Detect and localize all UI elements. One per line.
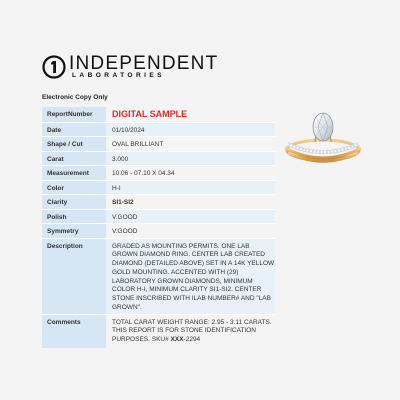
measurement-value: 10.06 - 07.10 X 04.34 xyxy=(106,166,275,181)
comments-value: TOTAL CARAT WEIGHT RANGE: 2.95 - 3.11 CARATS. THIS REPORT IS FOR STONE IDENTIFICATION PURPOSES. SKU# XXX-2294 xyxy=(106,314,275,348)
brand-logo xyxy=(42,53,219,81)
shape-cut-value: OVAL BRILLIANT xyxy=(106,137,275,152)
date-label: Date xyxy=(42,122,106,137)
comments-sku-mask: XXX xyxy=(170,336,184,344)
row-measurement xyxy=(42,166,275,181)
comments-label: Comments xyxy=(42,314,106,348)
carat-label: Carat xyxy=(42,151,106,166)
polish-label: Polish xyxy=(42,209,106,224)
symmetry-value: V.GOOD xyxy=(106,224,275,239)
diamond-ring-image xyxy=(282,108,364,170)
brand-title: INDEPENDENT xyxy=(69,53,219,74)
report-number-label: ReportNumber xyxy=(42,107,106,122)
brand-subtitle: LABORATORIES xyxy=(72,72,165,79)
row-clarity xyxy=(42,195,275,210)
row-symmetry xyxy=(42,224,275,239)
circle-one-logo-icon xyxy=(42,55,66,79)
report-number-value: DIGITAL SAMPLE xyxy=(112,109,188,119)
description-label: Description xyxy=(42,238,106,314)
date-value: 01/10/2024 xyxy=(106,122,275,137)
report-table xyxy=(42,107,275,348)
row-comments xyxy=(42,314,275,348)
electronic-copy-note: Electronic Copy Only xyxy=(42,94,108,101)
row-carat xyxy=(42,151,275,166)
symmetry-label: Symmetry xyxy=(42,224,106,239)
measurement-label: Measurement xyxy=(42,166,106,181)
clarity-label: Clarity xyxy=(42,195,106,210)
row-polish xyxy=(42,209,275,224)
color-value: H-I xyxy=(106,180,275,195)
row-report-number xyxy=(42,107,275,122)
carat-value: 3.000 xyxy=(106,151,275,166)
row-color xyxy=(42,180,275,195)
row-description xyxy=(42,238,275,314)
description-value: GRADED AS MOUNTING PERMITS. ONE LAB GROWN DIAMOND RING. CENTER LAB CREATED DIAMOND (DETAILED ABOVE) SET IN A 14K YELLOW GOLD MOUNTING. ACCENTED WITH (29) LABORATORY GROWN DIAMONDS, MINIMUM COLOR H-I, MINIMUM CLARITY SI1-SI2. CENTER STONE INSCRIBED WITH ILAB NUMBER# AND "LAB GROWN". xyxy=(106,238,275,314)
row-shape-cut xyxy=(42,137,275,152)
clarity-value: SI1-SI2 xyxy=(106,195,275,210)
shape-cut-label: Shape / Cut xyxy=(42,137,106,152)
row-date xyxy=(42,122,275,137)
color-label: Color xyxy=(42,180,106,195)
polish-value: V.GOOD xyxy=(106,209,275,224)
